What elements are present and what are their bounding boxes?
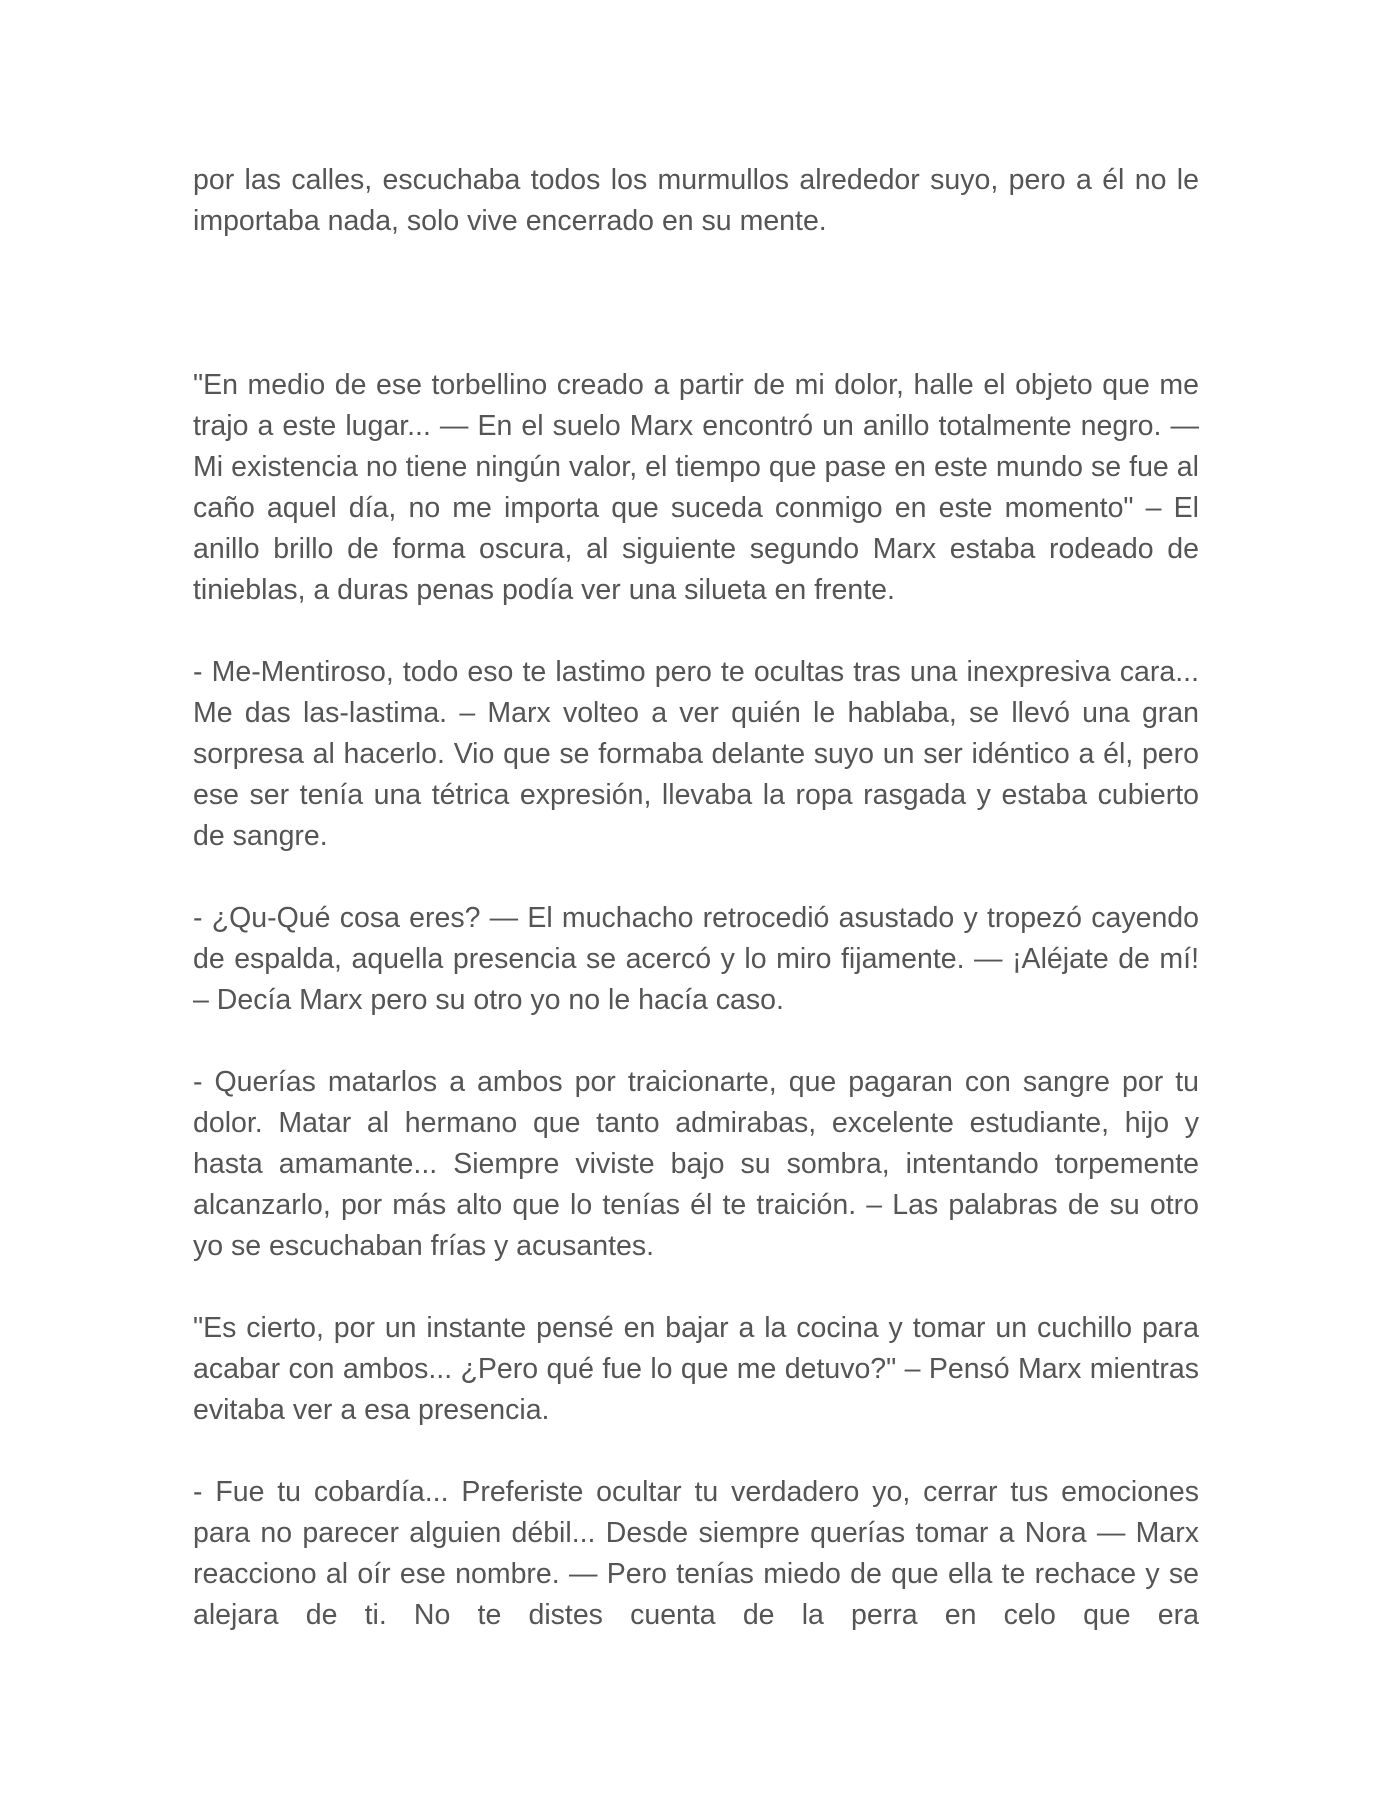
- body-text: [193, 160, 1199, 1636]
- paragraph-1: por las calles, escuchaba todos los murmullos alrededor suyo, pero a él no le importaba nada, solo vive encerrado en su mente.: [193, 164, 1199, 237]
- paragraph-2: "En medio de ese torbellino creado a partir de mi dolor, halle el objeto que me trajo a este lugar... — En el suelo Marx encontró un anillo totalmente negro. — Mi existencia no tiene ningún valor, el tiempo que pase en este mundo se fue al caño aquel día, no me importa que suceda conmigo en este momento" – El anillo brillo de forma oscura, al siguiente segundo Marx estaba rodeado de tinieblas, a duras penas podía ver una silueta en frente.: [193, 369, 1199, 606]
- paragraph-6: "Es cierto, por un instante pensé en bajar a la cocina y tomar un cuchillo para acabar con ambos... ¿Pero qué fue lo que me detuvo?" – Pensó Marx mientras evitaba ver a esa presencia.: [193, 1312, 1199, 1426]
- paragraph-7: - Fue tu cobardía... Preferiste ocultar tu verdadero yo, cerrar tus emociones para no parecer alguien débil... Desde siempre querías tomar a Nora — Marx reacciono al oír ese nombre. — Pero tenías miedo de que ella te rechace y se alejara de ti. No te distes cuenta de la perra en celo que era: [193, 1476, 1199, 1631]
- paragraph-5: - Querías matarlos a ambos por traicionarte, que pagaran con sangre por tu dolor. Matar al hermano que tanto admirabas, excelente estudiante, hijo y hasta amamante... Siempre viviste bajo su sombra, intentando torpemente alcanzarlo, por más alto que lo tenías él te traición. – Las palabras de su otro yo se escuchaban frías y acusantes.: [193, 1066, 1199, 1262]
- paragraph-4: - ¿Qu-Qué cosa eres? — El muchacho retrocedió asustado y tropezó cayendo de espalda, aquella presencia se acercó y lo miro fijamente. — ¡Aléjate de mí! – Decía Marx pero su otro yo no le hacía caso.: [193, 902, 1199, 1016]
- paragraph-3: - Me-Mentiroso, todo eso te lastimo pero te ocultas tras una inexpresiva cara... Me das las-lastima. – Marx volteo a ver quién le hablaba, se llevó una gran sorpresa al hacerlo. Vio que se formaba delante suyo un ser idéntico a él, pero ese ser tenía una tétrica expresión, llevaba la ropa rasgada y estaba cubierto de sangre.: [193, 656, 1199, 852]
